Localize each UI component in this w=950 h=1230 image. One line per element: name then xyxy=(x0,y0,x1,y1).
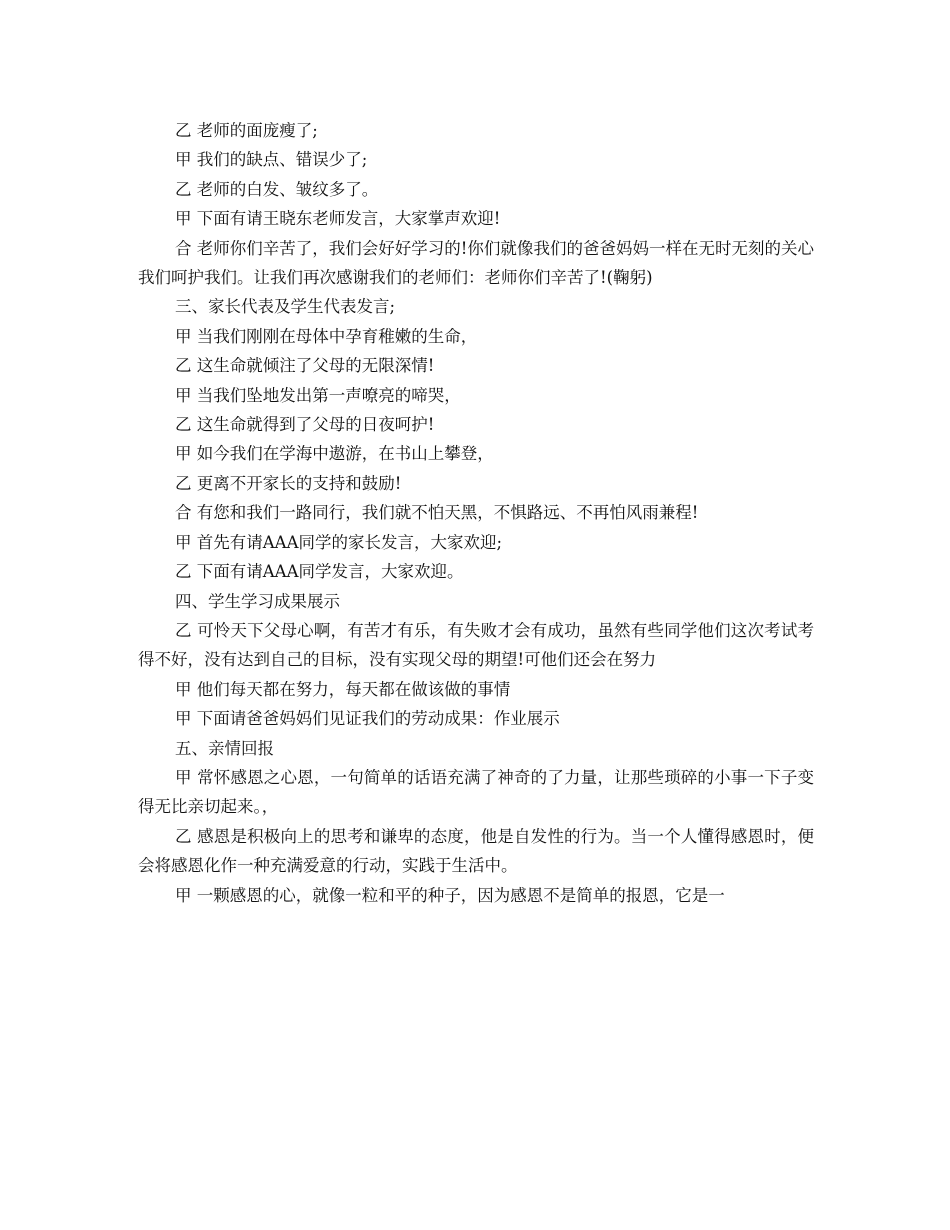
paragraph: 甲 首先有请AAA同学的家长发言，大家欢迎; xyxy=(175,532,503,552)
paragraph: 乙 下面有请AAA同学发言，大家欢迎。 xyxy=(175,562,464,582)
paragraph: 合 老师你们辛苦了，我们会好好学习的!你们就像我们的爸爸妈妈一样在无时无刻的关心我们呵护我们。让我们再次感谢我们的老师们：老师你们辛苦了!(鞠躬) xyxy=(138,238,814,288)
paragraph: 甲 他们每天都在努力，每天都在做该做的事情 xyxy=(175,679,511,699)
paragraph: 甲 一颗感恩的心，就像一粒和平的种子，因为感恩不是简单的报恩，它是一 xyxy=(175,885,725,905)
paragraph: 乙 老师的白发、皱纹多了。 xyxy=(175,179,379,199)
paragraph: 合 有您和我们一路同行，我们就不怕天黑，不惧路远、不再怕风雨兼程! xyxy=(175,503,699,523)
paragraph: 甲 下面有请王晓东老师发言，大家掌声欢迎! xyxy=(175,209,501,229)
document-body xyxy=(138,116,814,910)
section-heading: 四、学生学习成果展示 xyxy=(175,591,340,611)
paragraph: 甲 当我们坠地发出第一声嘹亮的啼哭， xyxy=(175,385,461,405)
paragraph: 甲 下面请爸爸妈妈们见证我们的劳动成果：作业展示 xyxy=(175,709,560,729)
paragraph: 乙 老师的面庞瘦了; xyxy=(175,121,318,140)
paragraph: 乙 这生命就得到了父母的日夜呵护! xyxy=(175,415,435,435)
paragraph: 乙 可怜天下父母心啊，有苦才有乐，有失败才会有成功，虽然有些同学他们这次考试考得不好，没有达到自己的目标，没有实现父母的期望!可他们还会在努力 xyxy=(138,620,814,670)
paragraph: 甲 如今我们在学海中遨游，在书山上攀登， xyxy=(175,444,494,464)
paragraph: 甲 我们的缺点、错误少了; xyxy=(175,150,368,170)
paragraph: 乙 更离不开家长的支持和鼓励! xyxy=(175,473,402,493)
paragraph: 乙 感恩是积极向上的思考和谦卑的态度，他是自发性的行为。当一个人懂得感恩时，便会将感恩化作一种充满爱意的行动，实践于生活中。 xyxy=(138,826,814,876)
section-heading: 五、亲情回报 xyxy=(175,738,274,758)
paragraph: 乙 这生命就倾注了父母的无限深情! xyxy=(175,356,435,376)
section-heading: 三、家长代表及学生代表发言; xyxy=(175,297,396,317)
paragraph: 甲 当我们刚刚在母体中孕育稚嫩的生命， xyxy=(175,326,478,346)
paragraph: 甲 常怀感恩之心恩，一句简单的话语充满了神奇的了力量，让那些琐碎的小事一下子变得无比亲切起来。， xyxy=(138,767,814,817)
